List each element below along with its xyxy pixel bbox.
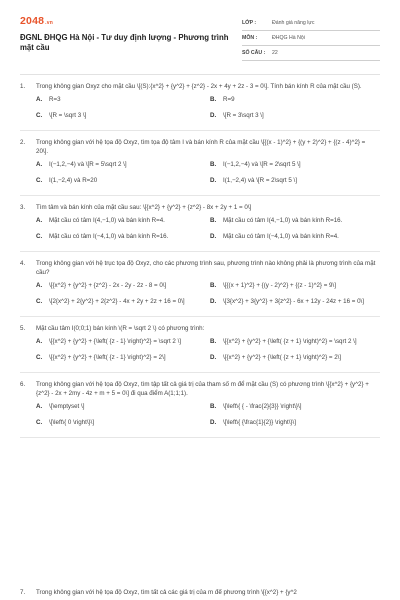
option-label: A. [36,403,43,411]
option-d[interactable] [210,419,376,429]
logo-suffix: .vn [45,20,53,26]
option-text: \[{x^2} + {y^2} + {\left( {z - 1} \right)^2} = \sqrt 2 \] [49,338,182,346]
question-3 [20,196,380,252]
meta-key: SỐ CÂU : [242,49,266,56]
option-d[interactable] [210,233,376,243]
option-label: A. [36,96,43,104]
option-text: \[2{x^2} + 2{y^2} + 2{z^2} - 4x + 2y + 2z + 16 = 0\] [49,298,185,306]
option-text: \[{(x + 1)^2} + {(y - 2)^2} + {(z - 1)^2} = 9\] [223,282,336,290]
option-text: \[{x^2} + {y^2} + {\left( {z + 1} \right)^2} = \sqrt 2 \] [223,338,357,346]
option-b[interactable] [210,161,376,171]
brand-block [20,14,235,53]
option-label: A. [36,161,43,169]
option-label: A. [36,217,43,225]
option-text: \[{x^2} + {y^2} + {\left( {z - 1} \right)^2} = 2\] [49,354,166,362]
option-label: D. [210,419,217,427]
question-1 [20,75,380,131]
question-text: Trong không gian với hệ trục tọa độ Oxyz, cho các phương trình sau, phương trình nào không phải là phương trình của mặt cầu? [36,259,376,276]
option-label: B. [210,403,217,411]
option-text: I(1,−2,4) và \[R = 2\sqrt 5 \] [223,177,297,185]
question-number: 3. [20,203,26,211]
option-a[interactable] [36,161,202,171]
option-label: B. [210,161,217,169]
option-text: \[R = 3\sqrt 3 \] [223,112,264,120]
option-label: C. [36,177,43,185]
option-b[interactable] [210,403,376,413]
question-2 [20,131,380,196]
answer-options [36,282,376,308]
answer-options [36,217,376,243]
option-text: I(−1,2,−4) và \[R = 5\sqrt 2 \] [49,161,127,169]
meta-row-class [242,16,380,31]
option-text: I(−1,2,−4) và \[R = 2\sqrt 5 \] [223,161,301,169]
option-c[interactable] [36,177,202,187]
option-a[interactable] [36,282,202,292]
option-label: B. [210,96,217,104]
option-text: \[{x^2} + {y^2} + {z^2} - 2x - 2y - 2z - 8 = 0\] [49,282,167,290]
option-text: Mặt cầu có tâm I(4,−1,0) và bán kính R=16. [223,217,343,225]
question-number: 4. [20,259,26,267]
option-label: C. [36,298,43,306]
meta-key: LỚP : [242,19,257,26]
question-number: 6. [20,380,26,388]
question-7-partial [20,589,380,598]
option-d[interactable] [210,112,376,122]
option-text: \[3{x^2} + 3{y^2} + 3{z^2} - 6x + 12y - 24z + 16 = 0\] [223,298,364,306]
option-text: \[{x^2} + {y^2} + {\left( {z + 1} \right)^2} = 2\] [223,354,342,362]
question-text: Trong không gian với hệ tọa độ Oxyz, tìm tọa độ tâm I và bán kính R của mặt cầu \[{(x - 1)^2} + {(y + 2)^2} + {(z - 4)^2} = 20\]. [36,138,366,155]
option-b[interactable] [210,282,376,292]
option-label: A. [36,338,43,346]
answer-options [36,403,376,429]
option-b[interactable] [210,338,376,348]
option-text: \[\left\{ {\frac{1}{2}} \right\}\] [223,419,296,427]
option-a[interactable] [36,338,202,348]
option-label: A. [36,282,43,290]
option-label: D. [210,112,217,120]
meta-table [242,16,380,61]
question-text: Trong không gian Oxyz cho mặt cầu \[(S):{x^2} + {y^2} + {z^2} - 2x + 4y + 2z - 3 = 0\]. Tính bán kính R của mặt cầu (S). [36,83,362,90]
question-number: 2. [20,138,26,146]
meta-row-subject [242,31,380,46]
option-label: D. [210,177,217,185]
option-c[interactable] [36,298,202,308]
option-text: Mặt cầu có tâm I(4,−1,0) và bán kính R=4. [49,217,165,225]
page-title: ĐGNL ĐHQG Hà Nội - Tư duy định lượng - Phương trình mặt cầu [20,33,229,53]
question-4 [20,252,380,317]
meta-value: Đánh giá năng lực [272,19,315,26]
option-a[interactable] [36,403,202,413]
question-number: 7. [20,589,26,596]
option-label: D. [210,354,217,362]
option-b[interactable] [210,217,376,227]
option-text: \[\left\{ { - \frac{2}{3}} \right\}\] [223,403,302,411]
answer-options [36,161,376,187]
meta-key: MÔN : [242,34,258,41]
option-label: B. [210,217,217,225]
header [20,14,380,66]
question-number: 5. [20,324,26,332]
question-text: Trong không gian với hệ tọa độ Oxyz, tìm tập tất cả giá trị của tham số m để mặt cầu (S) có phương trình \[{x^2} + {y^2} + {z^2} - 2x + 2my - 4z + m + 5 = 0\] đi qua điểm A(1;1;1). [36,380,369,397]
answer-options [36,338,376,364]
option-label: D. [210,298,217,306]
option-b[interactable] [210,96,376,106]
option-d[interactable] [210,298,376,308]
question-5 [20,317,380,373]
option-text: I(1,−2,4) và R=20 [49,177,98,185]
option-label: C. [36,354,43,362]
option-a[interactable] [36,217,202,227]
meta-value: ĐHQG Hà Nội [272,34,305,41]
answer-options [36,96,376,122]
option-text: \[\left\{ 0 \right\}\] [49,419,95,427]
option-text: \[\emptyset \] [49,403,85,411]
option-c[interactable] [36,112,202,122]
option-label: B. [210,282,217,290]
question-text: Trong không gian với hệ tọa độ Oxyz, tìm tất cả các giá trị của m để phương trình \[{x^2} + {y^2 [36,589,297,596]
option-text: R=9 [223,96,235,104]
option-c[interactable] [36,354,202,364]
question-text: Tìm tâm và bán kính của mặt cầu sau: \[{x^2} + {y^2} + {z^2} - 8x + 2y + 1 = 0\] [36,203,252,211]
option-label: C. [36,419,43,427]
logo-main: 2048 [20,15,45,27]
option-label: C. [36,233,43,241]
question-6 [20,373,380,438]
option-d[interactable] [210,354,376,364]
option-a[interactable] [36,96,202,106]
option-d[interactable] [210,177,376,187]
question-number: 1. [20,83,26,90]
option-text: R=3 [49,96,61,104]
option-label: B. [210,338,217,346]
option-text: Mặt cầu có tâm I(−4,1,0) và bán kính R=4. [223,233,339,241]
meta-row-count [242,46,380,61]
option-label: D. [210,233,217,241]
option-text: \[R = \sqrt 3 \] [49,112,87,120]
option-c[interactable] [36,419,202,429]
meta-value: 22 [272,49,278,56]
question-text: Mặt cầu tâm I(0;0;1) bán kính \(R = \sqrt 2 \) có phương trình: [36,324,205,332]
site-logo[interactable] [20,14,53,29]
option-label: C. [36,112,43,120]
option-text: Mặt cầu có tâm I(−4,1,0) và bán kính R=16. [49,233,169,241]
option-c[interactable] [36,233,202,243]
